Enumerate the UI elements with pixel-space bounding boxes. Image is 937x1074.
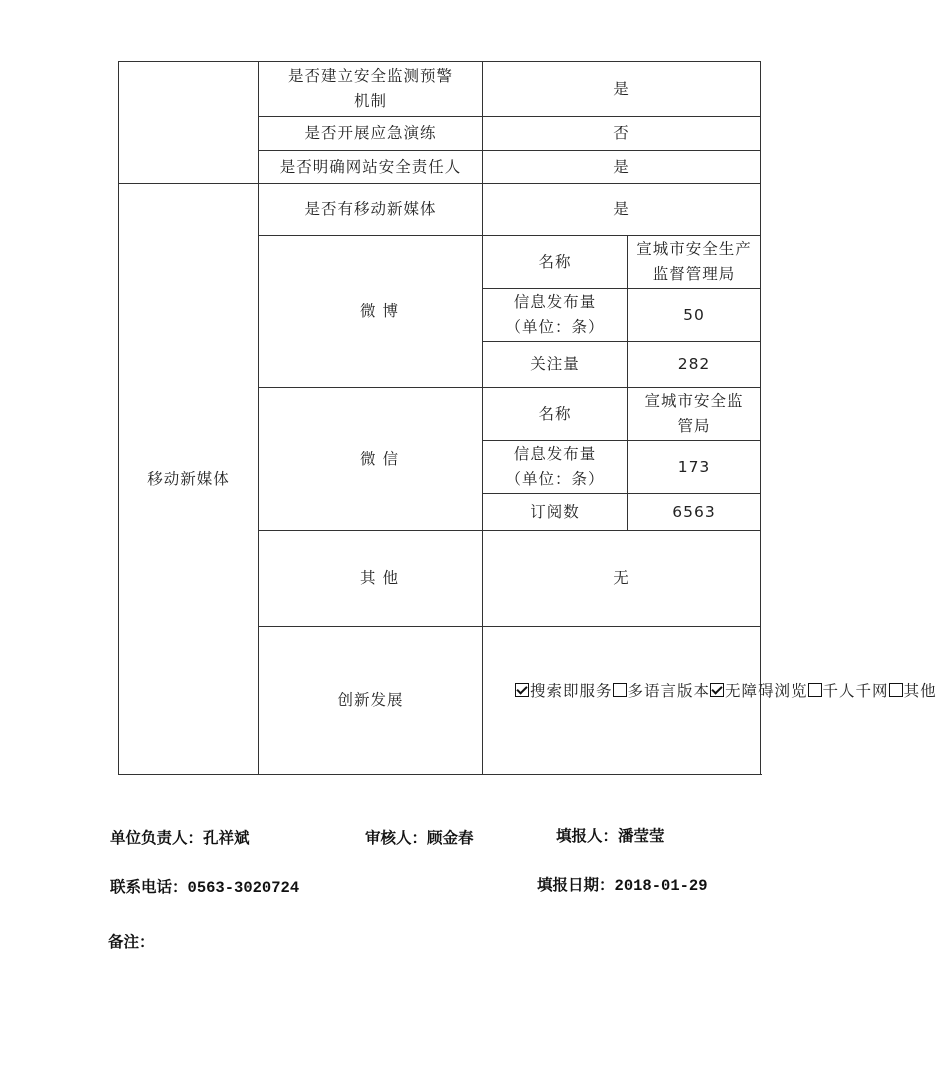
responsible-value: 是	[483, 151, 761, 184]
drill-value: 否	[483, 117, 761, 151]
wechat-subscribers-value: 6563	[628, 494, 761, 531]
weibo-posts-value: 50	[628, 289, 761, 342]
weibo-followers-label: 关注量	[483, 342, 628, 388]
report-table	[118, 61, 937, 775]
checkbox-icon[interactable]	[613, 683, 627, 697]
responsible-label: 是否明确网站安全责任人	[259, 151, 483, 184]
media-section-label: 移动新媒体	[119, 184, 259, 775]
remarks-label: 备注：	[108, 932, 155, 951]
other-label: 其 他	[259, 531, 483, 627]
report-date: 填报日期：2018-01-29	[537, 875, 708, 895]
option-accessibility[interactable]: 无障碍浏览	[710, 682, 808, 700]
wechat-subscribers-label: 订阅数	[483, 494, 628, 531]
has-media-label: 是否有移动新媒体	[259, 184, 483, 236]
innovation-label: 创新发展	[259, 627, 483, 775]
has-media-value: 是	[483, 184, 761, 236]
innovation-options	[483, 627, 937, 775]
reviewer: 审核人：顾金春	[365, 828, 474, 847]
checkbox-icon[interactable]	[808, 683, 822, 697]
checkbox-icon[interactable]	[515, 683, 529, 697]
weibo-name-value: 宣城市安全生产监督管理局	[628, 236, 761, 289]
monitoring-value: 是	[483, 62, 761, 117]
checkbox-icon[interactable]	[889, 683, 903, 697]
wechat-name-label: 名称	[483, 388, 628, 441]
weibo-followers-value: 282	[628, 342, 761, 388]
drill-label: 是否开展应急演练	[259, 117, 483, 151]
wechat-name-value: 宣城市安全监管局	[628, 388, 761, 441]
option-multilingual[interactable]: 多语言版本	[613, 682, 711, 700]
option-search-service[interactable]: 搜索即服务	[515, 682, 613, 700]
filler: 填报人：潘莹莹	[556, 826, 665, 845]
monitoring-label: 是否建立安全监测预警机制	[259, 62, 483, 117]
contact-phone: 联系电话：0563-3020724	[110, 877, 300, 897]
wechat-label: 微 信	[259, 388, 483, 531]
other-value: 无	[483, 531, 761, 627]
empty-section-cell	[119, 62, 259, 184]
wechat-posts-value: 173	[628, 441, 761, 494]
wechat-posts-label: 信息发布量（单位：条）	[483, 441, 628, 494]
option-other[interactable]: 其他	[889, 682, 937, 700]
option-personalized[interactable]: 千人千网	[808, 682, 889, 700]
unit-head: 单位负责人：孔祥斌	[110, 828, 250, 847]
weibo-label: 微 博	[259, 236, 483, 388]
checkbox-icon[interactable]	[710, 683, 724, 697]
weibo-posts-label: 信息发布量（单位：条）	[483, 289, 628, 342]
weibo-name-label: 名称	[483, 236, 628, 289]
